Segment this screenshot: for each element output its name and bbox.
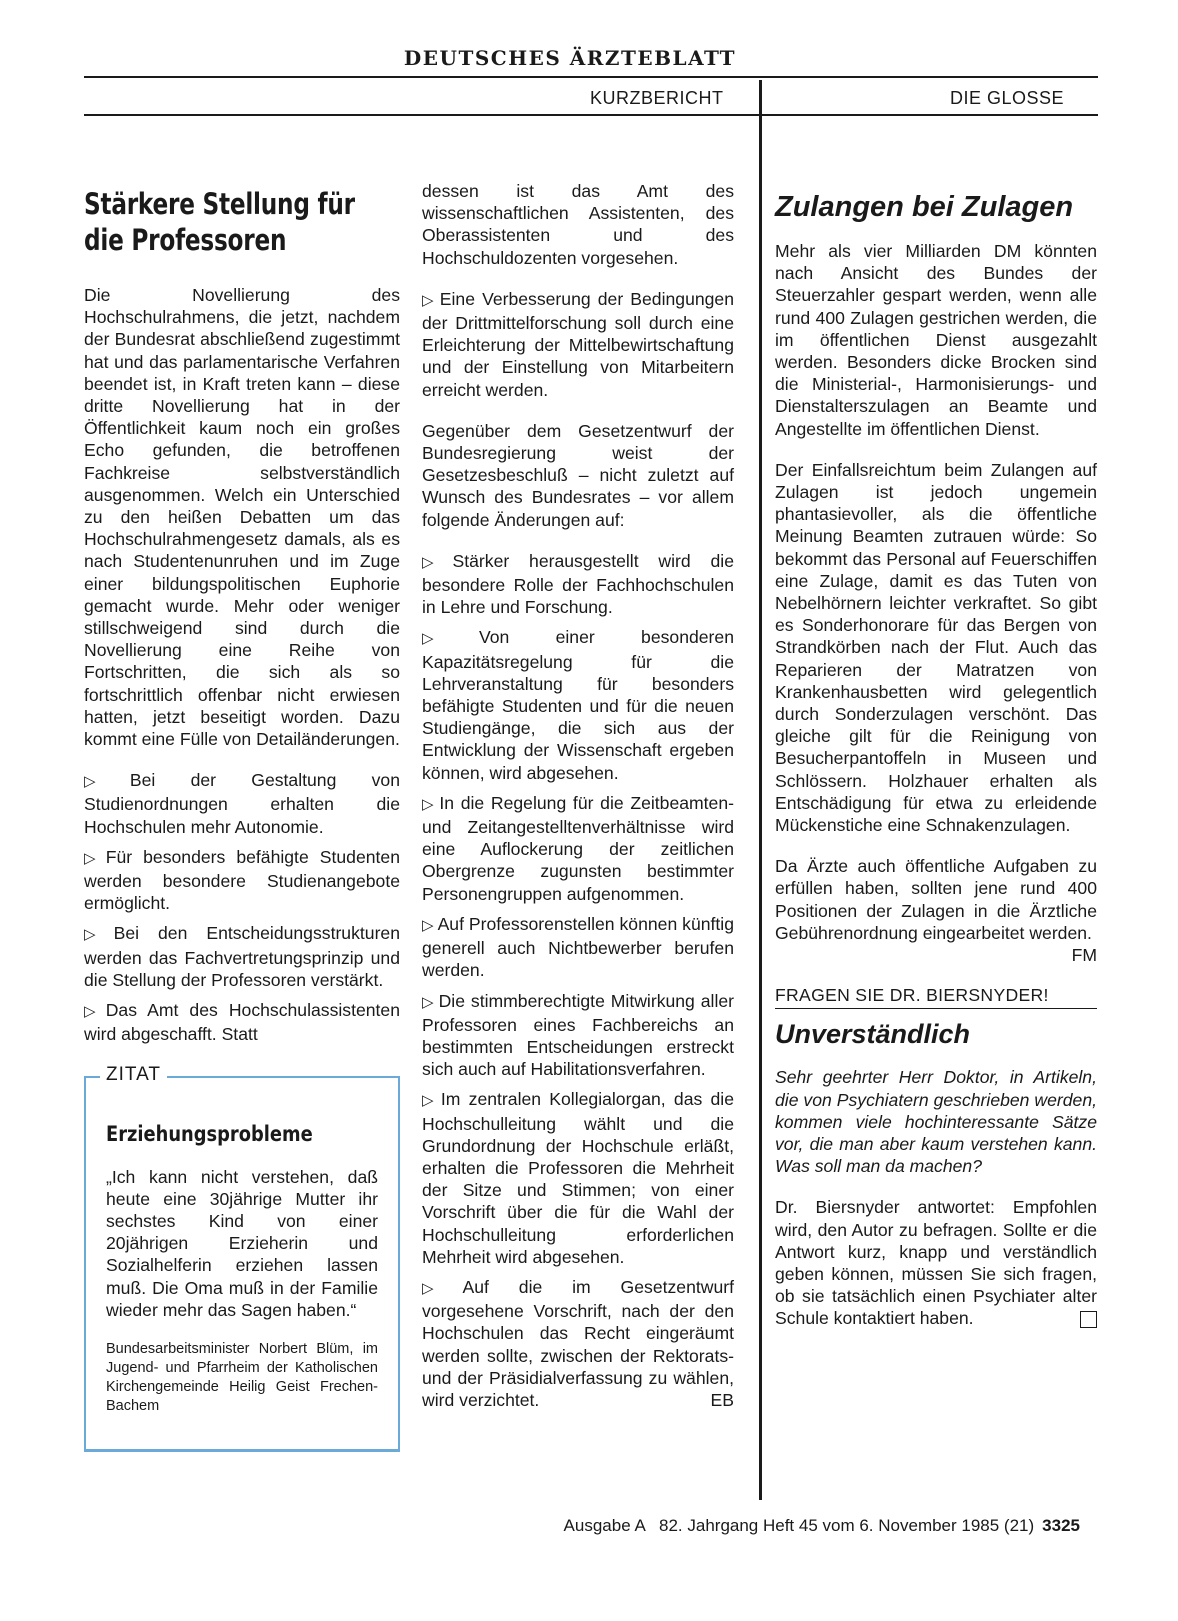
list-item: ▷ Auf die im Gesetzentwurf vorgesehene Vorschrift, nach der den Hochschulen das Recht eingeräumt werden sollte, zwischen der Rektorats- und der Präsidialverfassung zu wählen, wird verzichtet. EB (422, 1276, 734, 1410)
zitat-box (84, 1063, 400, 1452)
section-rule (84, 114, 1098, 116)
zitat-label: ZITAT (100, 1064, 167, 1086)
article-intro: Die Novellierung des Hochschulrahmens, die jetzt, nachdem der Bundesrat abschließend zugestimmt hat und das parlamentarische Verfahren beendet ist, in Kraft treten kann – diese dritte Novellierung hat in der Öffentlichkeit kaum noch ein großes Echo gefunden, die betroffenen Fachkreise selbstverständlich ausgenommen. Welch ein Unterschied zu den heißen Debatten um das Hochschulrahmengesetz damals, als es nach Studentenunruhen und im Zuge einer bildungspolitischen Euphorie gemacht wurde. Mehr oder weniger stillschweigend sind durch die Novellierung eine Reihe von Fortschritten, die sich als so fortschrittlich offenbar nicht erwiesen hatten, jetzt beseitigt worden. Dazu kommt eine Fülle von Detailänderungen. (84, 285, 400, 750)
triangle-bullet-icon: ▷ (422, 291, 436, 309)
section-label-kurzbericht: KURZBERICHT (590, 88, 724, 108)
zitat-source: Bundesarbeitsminister Norbert Blüm, im Jugend- und Pfarrheim der Katholischen Kirchengemeinde Heilig Geist Frechen-Bachem (106, 1340, 378, 1414)
triangle-bullet-icon: ▷ (422, 553, 449, 571)
list-item: ▷ Im zentralen Kollegialorgan, das die Hochschulleitung wählt und die Grundordnung der Hochschule erläßt, erhalten die Professoren die Mehrheit der Sitze und Stimmen; von einer Vorschrift über die für die Wahl der Hochschulleitung erforderlichen Mehrheit wird abgesehen. (422, 1089, 734, 1267)
fragen-title: Unverständlich (775, 1019, 971, 1050)
column-3 (775, 180, 1097, 1349)
footer-issue: Ausgabe A 82. Jahrgang Heft 45 vom 6. November 1985 (21) (563, 1516, 1035, 1535)
column-2 (422, 180, 734, 1419)
glosse-signature: FM (1071, 945, 1097, 966)
fragen-header: FRAGEN SIE DR. BIERSNYDER! (775, 984, 1097, 1009)
page-footer (400, 1516, 1080, 1536)
triangle-bullet-icon: ▷ (84, 849, 102, 867)
triangle-bullet-icon: ▷ (422, 916, 434, 934)
list-item: ▷ Auf Professorenstellen können künftig generell auch Nichtbewerber berufen werden. (422, 913, 734, 981)
list-item: ▷ Die stimmberechtigte Mitwirkung aller Professoren eines Fachbereichs an bestimmten Entscheidungen erstreckt sich auch auf Habilitationsverfahren. (422, 990, 735, 1080)
masthead: DEUTSCHES ÄRZTEBLATT (403, 46, 737, 70)
triangle-bullet-icon: ▷ (422, 1092, 437, 1110)
list-item: ▷ Das Amt des Hochschulassistenten wird abgeschafft. Statt (84, 1000, 400, 1045)
triangle-bullet-icon: ▷ (84, 773, 126, 791)
zitat-heading: Erziehungsprobleme (106, 1121, 313, 1146)
triangle-bullet-icon: ▷ (84, 926, 110, 944)
list-item: ▷ Eine Verbesserung der Bedingungen der Drittmittelforschung soll durch eine Erleichterung der Mittelbewirtschaftung und der Einstellung von Mitarbeitern erreicht werden. (422, 288, 734, 400)
triangle-bullet-icon: ▷ (422, 795, 436, 813)
list-item: ▷ Von einer besonderen Kapazitätsregelung für die Lehrveranstaltung für besonders befähigte Studenten und für die neuen Studiengänge, die sich aus der Entwicklung der Wissenschaft ergeben können, wird abgesehen. (422, 627, 734, 783)
triangle-bullet-icon: ▷ (84, 1003, 102, 1021)
article-title: Stärkere Stellung für die Professoren (84, 187, 355, 257)
zitat-quote: „Ich kann nicht verstehen, daß heute eine 30jährige Mutter ihr sechstes Kind von einer 20jährigen Erzieherin und Sozialhelferin erziehen lassen muß. Die Oma muß in der Familie wieder mehr das Sagen haben.“ (106, 1166, 378, 1320)
section-label-glosse: DIE GLOSSE (950, 88, 1065, 108)
column-divider (759, 80, 762, 1500)
article-signature: EB (710, 1389, 734, 1410)
list-item: ▷ In die Regelung für die Zeitbeamten- und Zeitangestelltenverhältnisse wird eine Auflockerung der zeitlichen Obergrenze zugunsten bestimmter Personengruppen aufgenommen. (422, 792, 734, 904)
triangle-bullet-icon: ▷ (422, 630, 475, 648)
page-number: 3325 (1042, 1516, 1080, 1535)
list-item: ▷ Für besonders befähigte Studenten werden besondere Studienangebote ermöglicht. (84, 846, 400, 914)
triangle-bullet-icon: ▷ (422, 993, 435, 1011)
list-item: ▷ Stärker herausgestellt wird die besondere Rolle der Fachhochschulen in Lehre und Forschung. (422, 550, 734, 618)
glosse-paragraph: Der Einfallsreichtum beim Zulangen auf Zulagen ist jedoch ungemein phantasievoller, als die öffentliche Meinung Beamten zutrauen würde: So bekommt das Personal auf Feuerschiffen eine Zulage, damit es das Tuten von Nebelhörnern leichter verkraftet. So gibt es Sonderhonorare für das Bergen von Strandkörben nach der Flut. Auch das Reparieren der Matratzen von Krankenhausbetten wird gelegentlich durch Sonderzulagen verschönt. Das gleiche gilt für die Reinigung von Besucherpantoffeln in Museen und Schlössern. Holzhauer erhalten als Entschädigung für etwa zu erleidende Mückenstiche eine Schnakenzulagen. (775, 459, 1097, 836)
masthead-rule (84, 76, 1098, 78)
end-mark-icon (1080, 1311, 1097, 1328)
column-1 (84, 180, 400, 1452)
glosse-title: Zulangen bei Zulagen (775, 191, 1074, 223)
list-item: ▷ Bei der Gestaltung von Studienordnungen erhalten die Hochschulen mehr Autonomie. (84, 770, 400, 837)
fragen-answer: Dr. Biersnyder antwortet: Empfohlen wird, den Autor zu befragen. Sollte er die Antwort kurz, knapp und verständlich geben können, müssen Sie sich fragen, ob sie tatsächlich einen Psychiater alter Schule kontaktiert haben. (775, 1197, 1097, 1329)
triangle-bullet-icon: ▷ (422, 1279, 459, 1297)
fragen-question-block (775, 1066, 1097, 1177)
article-middle-paragraph: Gegenüber dem Gesetzentwurf der Bundesregierung weist der Gesetzesbeschluß – nicht zuletzt auf Wunsch des Bundesrates – vor allem folgende Änderungen auf: (422, 420, 734, 530)
fragen-question: Sehr geehrter Herr Doktor, in Artikeln, die von Psychiatern geschrieben werden, kommen viele hochinteressante Sätze vor, die man aber kaum verstehen kann. Was soll man da machen? (775, 1067, 1097, 1177)
glosse-paragraph: Da Ärzte auch öffentliche Aufgaben zu erfüllen haben, sollten jene rund 400 Positionen der Zulagen in die Ärztliche Gebührenordnung eingearbeitet werden. FM (775, 856, 1097, 966)
article-continuation: dessen ist das Amt des wissenschaftlichen Assistenten, des Oberassistenten und des Hochschuldozenten vorgesehen. (422, 181, 734, 268)
glosse-paragraph: Mehr als vier Milliarden DM könnten nach Ansicht des Bundes der Steuerzahler gespart werden, wenn alle rund 400 Zulagen gestrichen werden, die im öffentlichen Dienst ausgezahlt werden. Besonders dicke Brocken sind die Ministerial-, Harmonisierungs- und Dienstalterszulagen an Beamte und Angestellte im öffentlichen Dienst. (775, 241, 1097, 439)
list-item: ▷ Bei den Entscheidungsstrukturen werden das Fachvertretungsprinzip und die Stellung der Professoren verstärkt. (84, 923, 400, 990)
